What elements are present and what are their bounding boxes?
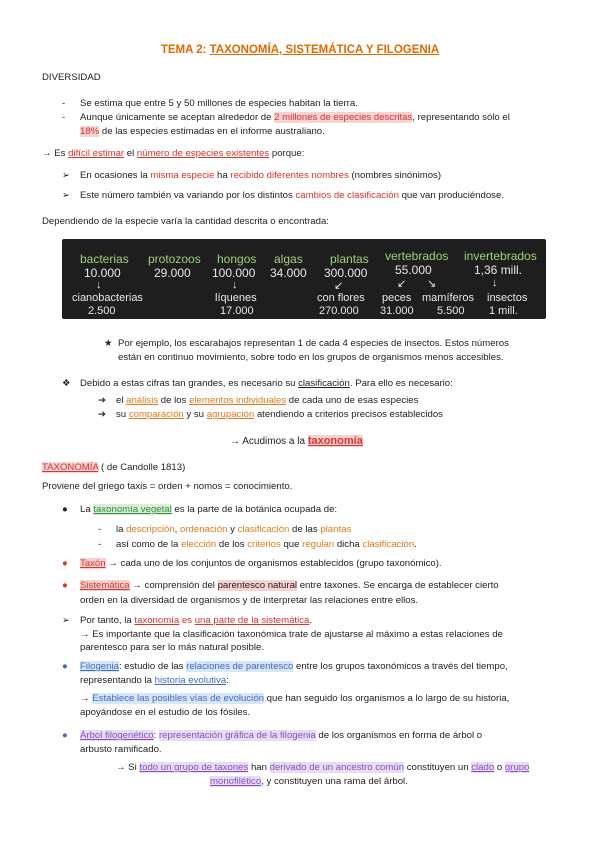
etymology-line: Proviene del griego taxis = orden + nomos = conocimiento. <box>42 481 293 492</box>
page-title: TEMA 2: TAXONOMÍA, SISTEMÁTICA Y FILOGENIA <box>160 44 440 56</box>
dependiendo-line: Dependiendo de la especie varía la cantidad descrita o encontrada: <box>42 216 329 227</box>
sistematica-line: Sistemática → comprensión del parentesco natural entre taxones. Se encarga de establecer cierto <box>80 580 499 591</box>
banner-bottom-value: 5.500 <box>437 305 465 317</box>
diversity-bullet-2: Aunque únicamente se aceptan alrededor de 2 millones de especies descritas, representando sólo el <box>80 112 510 123</box>
dot-bullet-icon: ● <box>62 661 68 672</box>
banner-top-value: 1,36 mill. <box>474 263 523 277</box>
filogenia-line-2: representando la historia evolutiva: <box>80 675 229 686</box>
reason-1: En ocasiones la misma especie ha recibido diferentes nombres (nombres sinónimos) <box>80 170 442 181</box>
banner-top-name: protozoos <box>148 252 201 266</box>
dash-bullet: - <box>62 98 66 109</box>
dash-bullet: - <box>62 112 66 123</box>
banner-bottom-value: 31.000 <box>380 305 414 317</box>
cifras-step-1: el análisis de los elementos individuales de cada uno de esas especies <box>116 395 419 406</box>
taxonomia-heading: TAXONOMÍA ( de Candolle 1813) <box>42 462 186 473</box>
banner-top-value: 55.000 <box>395 263 432 277</box>
banner-bottom-value: 17.000 <box>220 305 254 317</box>
arbol-line-2: arbusto ramificado. <box>80 744 162 755</box>
banner-top-value: 100.000 <box>212 266 256 280</box>
difficulty-line: → Es difícil estimar el número de especies existentes porque: <box>42 148 305 159</box>
down-arrow-icon: ↙ <box>397 278 407 290</box>
banner-bottom-value: 270.000 <box>319 305 359 317</box>
diversity-bullet-2-cont: 18% de las especies estimadas en el informe australiano. <box>80 126 325 137</box>
filogenia-line-3: → Establece las posibles vías de evolución que han seguido los organismos a lo largo de su historia, <box>80 693 510 704</box>
por-tanto-line-2: → Es importante que la clasificación taxonómica trate de ajustarse al máximo a estas relaciones de <box>80 629 503 640</box>
banner-top-name: bacterias <box>80 252 129 266</box>
down-arrow-icon: ↘ <box>427 278 437 290</box>
section-heading-diversidad: DIVERSIDAD <box>42 72 101 83</box>
banner-bottom-name: cianobacterias <box>72 292 143 304</box>
banner-bottom-name: con flores <box>317 292 365 304</box>
down-arrow-icon: ↙ <box>334 280 344 292</box>
banner-bottom-name: insectos <box>487 292 528 304</box>
por-tanto-line: Por tanto, la taxonomía es una parte de la sistemática. <box>80 615 313 626</box>
dot-bullet-icon: ● <box>62 504 68 515</box>
banner-top-name: plantas <box>330 252 369 266</box>
banner-top-name: algas <box>274 252 303 266</box>
star-note-line-1: Por ejemplo, los escarabajos representan 1 de cada 4 especies de insectos. Estos números <box>118 338 509 349</box>
banner-bottom-value: 1 mill. <box>489 305 518 317</box>
cifras-line: Debido a estas cifras tan grandes, es necesario su clasificación. Para ello es necesario: <box>80 378 453 389</box>
arrow-bullet-icon: ➔ <box>98 409 107 420</box>
sistematica-line-2: orden en la diversidad de organismos y de interpretar las relaciones entre ellos. <box>80 595 419 606</box>
banner-top-value: 300.000 <box>324 266 368 280</box>
banner-bottom-value: 2.500 <box>88 305 116 317</box>
dot-bullet-icon: ● <box>62 730 68 741</box>
banner-top-name: hongos <box>217 252 257 266</box>
down-arrow-icon: ↓ <box>96 279 102 291</box>
star-note-line-2: están en continuo movimiento, sobre todo en los grupos de organismos menos accesibles. <box>118 352 504 363</box>
banner-bottom-name: líquenes <box>215 292 257 304</box>
arrowhead-bullet-icon: ➢ <box>62 615 71 626</box>
banner-bottom-name: mamíferos <box>422 292 474 304</box>
vegetal-sub-1: la descripción, ordenación y clasificación de las plantas <box>116 524 352 535</box>
banner-bottom-name: peces <box>382 292 412 304</box>
vegetal-sub-2: así como de la elección de los criterios que regulan dicha clasificación. <box>116 539 417 550</box>
dot-bullet-icon: ● <box>62 580 68 591</box>
filogenia-line: Filogenia: estudio de las relaciones de parentesco entre los grupos taxonómicos a través del tiempo, <box>80 661 508 672</box>
arrowhead-bullet-icon: ➢ <box>62 190 71 201</box>
clado-line: → Si todo un grupo de taxones han derivado de un ancestro común constituyen un clado o grupo <box>116 762 530 773</box>
diversity-bullet-1: Se estima que entre 5 y 50 millones de especies habitan la tierra. <box>80 98 358 109</box>
reason-2: Este número también va variando por los distintos cambios de clasificación que van produciéndose. <box>80 190 504 201</box>
clado-line-2: monofilético, y constituyen una rama del árbol. <box>210 776 408 787</box>
species-count-banner <box>62 239 546 319</box>
diamond-bullet-icon: ❖ <box>62 378 71 389</box>
dash-bullet: - <box>98 539 102 550</box>
banner-top-name: invertebrados <box>464 249 537 263</box>
taxon-line: Taxón → cada uno de los conjuntos de organismos establecidos (grupo taxonómico). <box>80 558 442 569</box>
banner-top-value: 34.000 <box>270 266 307 280</box>
down-arrow-icon: ↓ <box>492 277 498 289</box>
banner-top-value: 10.000 <box>84 266 121 280</box>
banner-top-value: 29.000 <box>154 266 191 280</box>
acudimos-line: → Acudimos a la taxonomía <box>230 435 363 447</box>
down-arrow-icon: ↓ <box>232 279 238 291</box>
cifras-step-2: su comparación y su agrupación atendiendo a criterios precisos establecidos <box>116 409 443 420</box>
dot-bullet-icon: ● <box>62 558 68 569</box>
taxonomia-vegetal-line: La taxonomía vegetal es la parte de la botánica ocupada de: <box>80 504 338 515</box>
filogenia-line-4: apoyándose en el estudio de los fósiles. <box>80 707 251 718</box>
dash-bullet: - <box>98 524 102 535</box>
arrow-bullet-icon: ➔ <box>98 395 107 406</box>
star-icon: ★ <box>104 338 113 349</box>
arrowhead-bullet-icon: ➢ <box>62 170 71 181</box>
por-tanto-line-3: parentesco para ser lo más natural posible. <box>80 642 264 653</box>
arbol-line: Árbol filogenético: representación gráfica de la filogenia de los organismos en forma de árbol o <box>80 730 483 741</box>
banner-top-name: vertebrados <box>385 249 449 263</box>
